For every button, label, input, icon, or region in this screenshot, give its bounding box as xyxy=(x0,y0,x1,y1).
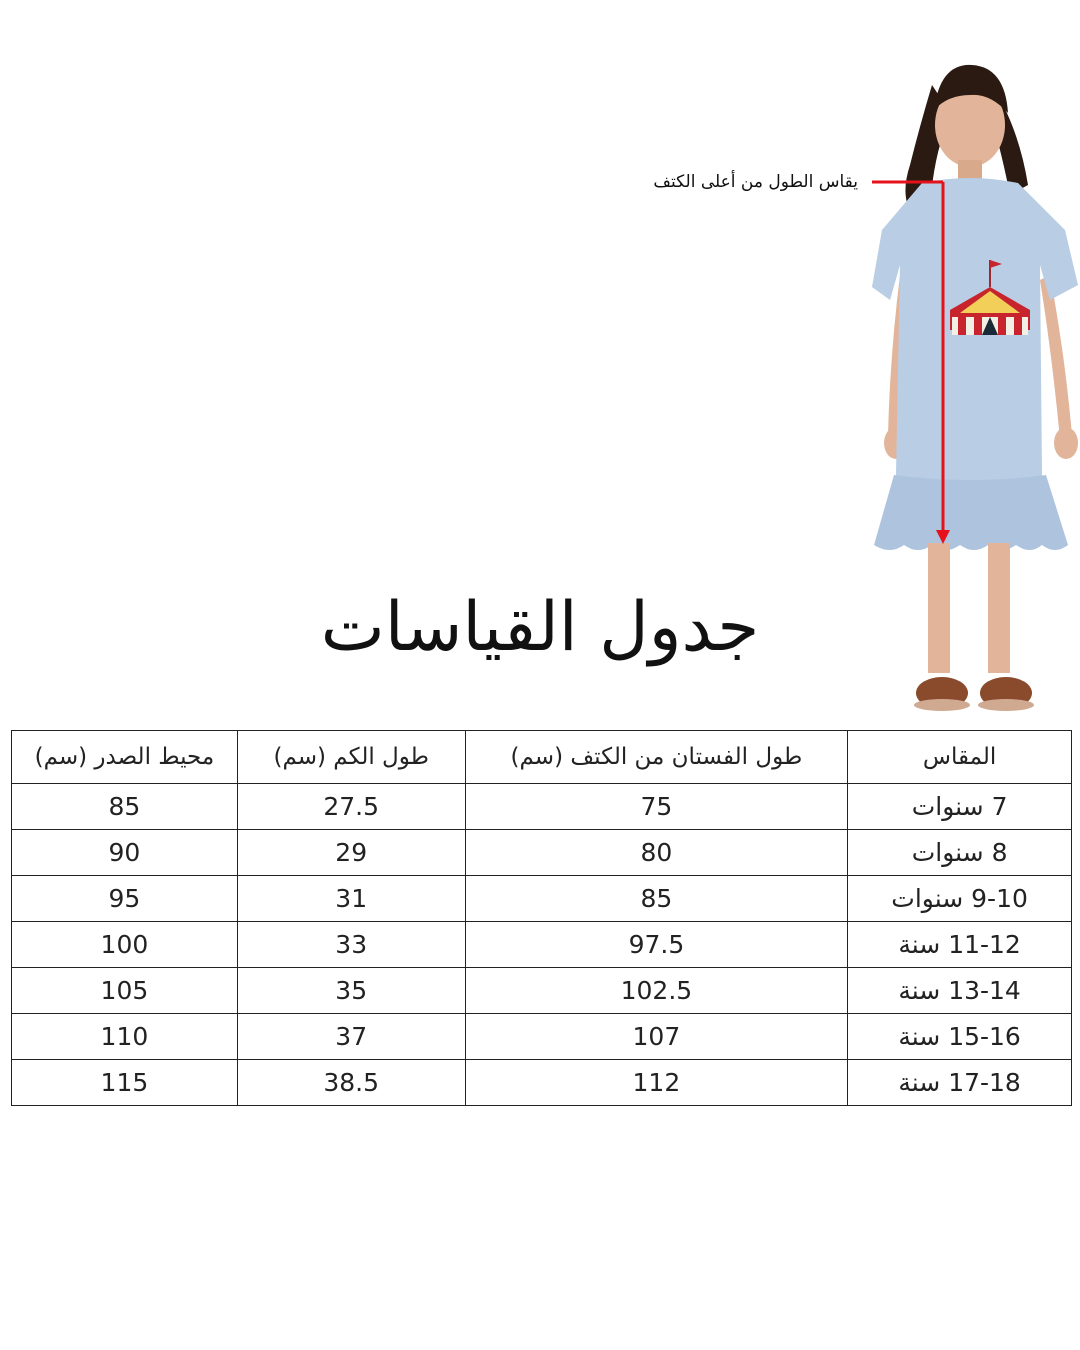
cell-sleeve-length: 33 xyxy=(237,922,465,968)
header-dress-length: طول الفستان من الكتف (سم) xyxy=(465,731,848,784)
cell-sleeve-length: 38.5 xyxy=(237,1060,465,1106)
cell-dress-length: 112 xyxy=(465,1060,848,1106)
cell-size: 9-10 سنوات xyxy=(848,876,1072,922)
table-header-row xyxy=(12,731,1072,784)
cell-chest: 115 xyxy=(12,1060,238,1106)
table-row xyxy=(12,968,1072,1014)
header-chest: محيط الصدر (سم) xyxy=(12,731,238,784)
size-chart-table xyxy=(11,730,1072,1106)
cell-size: 17-18 سنة xyxy=(848,1060,1072,1106)
table-row xyxy=(12,784,1072,830)
cell-size: 13-14 سنة xyxy=(848,968,1072,1014)
cell-sleeve-length: 37 xyxy=(237,1014,465,1060)
cell-chest: 100 xyxy=(12,922,238,968)
cell-size: 15-16 سنة xyxy=(848,1014,1072,1060)
cell-size: 11-12 سنة xyxy=(848,922,1072,968)
cell-size: 8 سنوات xyxy=(848,830,1072,876)
header-size: المقاس xyxy=(848,731,1072,784)
page-title: جدول القياسات xyxy=(320,588,760,667)
cell-sleeve-length: 35 xyxy=(237,968,465,1014)
table-row xyxy=(12,1060,1072,1106)
cell-chest: 110 xyxy=(12,1014,238,1060)
table-row xyxy=(12,1014,1072,1060)
cell-dress-length: 102.5 xyxy=(465,968,848,1014)
cell-size: 7 سنوات xyxy=(848,784,1072,830)
model-photo xyxy=(860,55,1080,720)
table-row xyxy=(12,830,1072,876)
cell-dress-length: 75 xyxy=(465,784,848,830)
girl-in-dress-illustration xyxy=(860,55,1080,720)
cell-dress-length: 97.5 xyxy=(465,922,848,968)
cell-dress-length: 107 xyxy=(465,1014,848,1060)
cell-sleeve-length: 27.5 xyxy=(237,784,465,830)
cell-chest: 105 xyxy=(12,968,238,1014)
cell-dress-length: 85 xyxy=(465,876,848,922)
table-row xyxy=(12,922,1072,968)
cell-sleeve-length: 31 xyxy=(237,876,465,922)
cell-chest: 95 xyxy=(12,876,238,922)
cell-chest: 90 xyxy=(12,830,238,876)
cell-dress-length: 80 xyxy=(465,830,848,876)
cell-sleeve-length: 29 xyxy=(237,830,465,876)
header-sleeve-length: طول الكم (سم) xyxy=(237,731,465,784)
cell-chest: 85 xyxy=(12,784,238,830)
table-row xyxy=(12,876,1072,922)
measure-note: يقاس الطول من أعلى الكتف xyxy=(653,172,858,192)
